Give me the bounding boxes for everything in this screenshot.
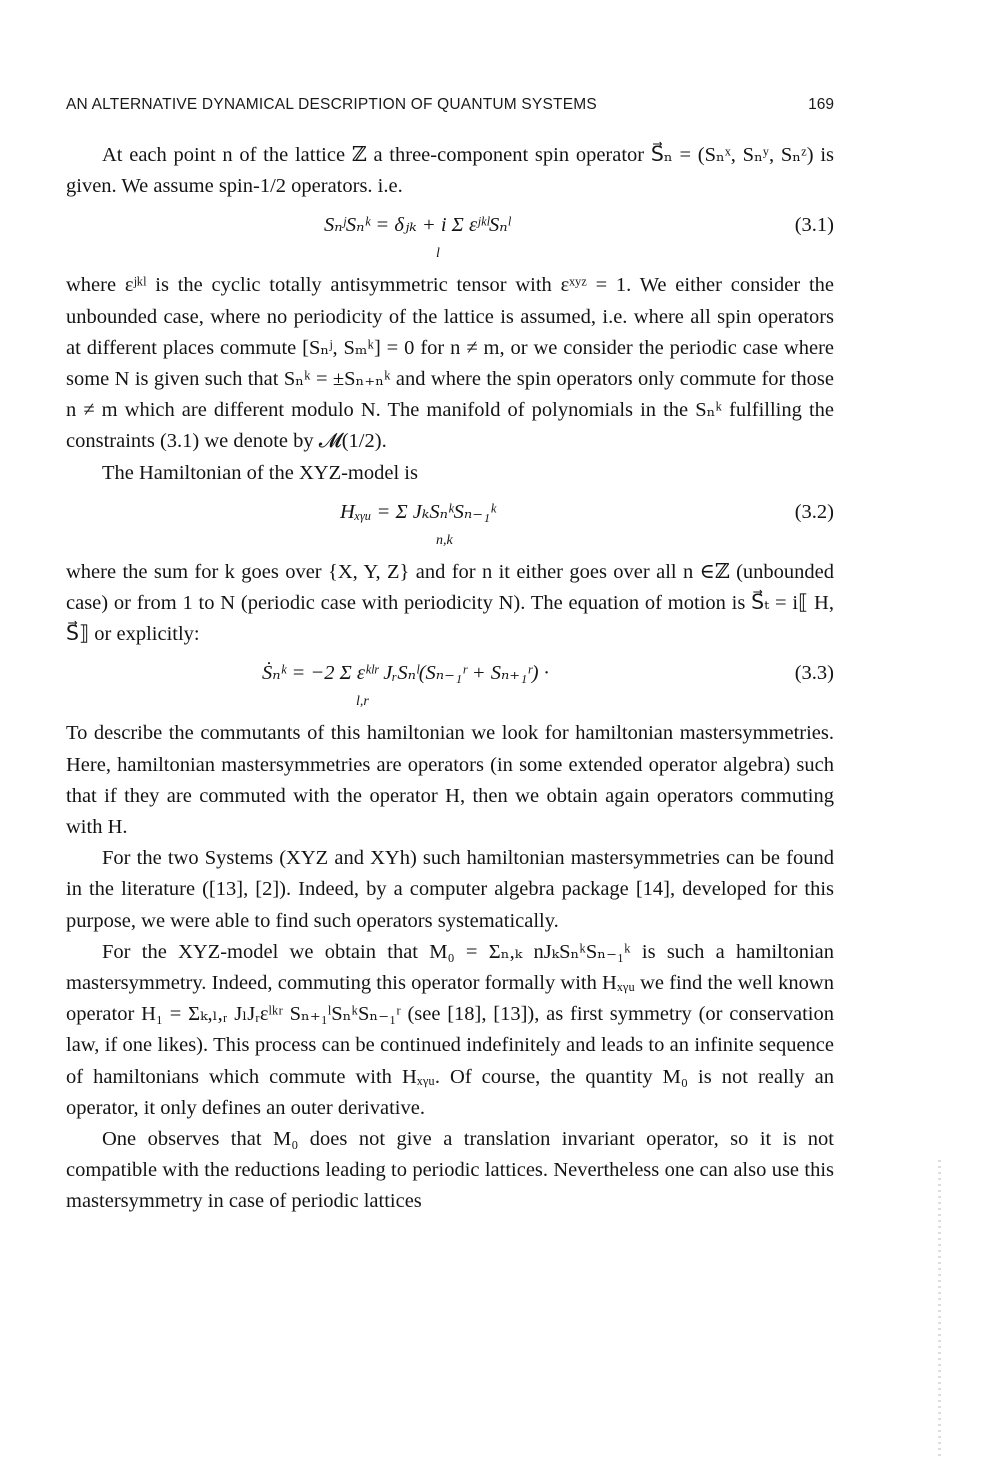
sum-index: l,r [356, 694, 369, 710]
paragraph-xyz-model: For the XYZ-model we obtain that M₀ = Σₙ,ₖ nJₖSₙᵏSₙ₋₁ᵏ is such a hamiltonian mastersymmetry. Indeed, commuting this operator formally with Hₓᵧᵤ we find the well known operator H₁ = Σₖ,ₗ,ᵣ JₗJᵣεˡᵏʳ Sₙ₊₁ˡSₙᵏSₙ₋₁ʳ (see [18], [13]), as first symmetry (or conservation law, if one likes). This process can be continued indefinitely and leads to an infinite sequence of hamiltonians which commute with Hₓᵧᵤ. Of course, the quantity M₀ is not really an operator, it only defines an outer derivative. [66, 940, 834, 1119]
paragraph-literature: For the two Systems (XYZ and XYh) such hamiltonian mastersymmetries can be found in the literature ([13], [2]). Indeed, by a computer algebra package [14], developed for this purpose, we were able to find such operators systematically. [66, 847, 834, 932]
paragraph-spin-operators: At each point n of the lattice ℤ a three-component spin operator S⃗ₙ = (Sₙˣ, Sₙʸ, Sₙᶻ) is given. We assume spin-1/2 operators. i.e. [66, 144, 834, 198]
equation-3-2 [66, 491, 834, 553]
equation-number: (3.1) [794, 214, 834, 237]
sum-index: l [436, 246, 440, 262]
sum-index: n,k [436, 532, 453, 548]
equation-expression: SₙʲSₙᵏ = δⱼₖ + i Σ εʲᵏˡSₙˡ [324, 214, 511, 237]
paragraph-tensor-definition: where εʲᵏˡ is the cyclic totally antisymmetric tensor with εˣʸᶻ = 1. We either consider the unbounded case, where no periodicity of the lattice is assumed, i.e. where all spin operators at different places commute [Sₙʲ, Sₘᵏ] = 0 for n ≠ m, or we consider the periodic case where some N is given such that Sₙᵏ = ±Sₙ₊ₙᵏ and where the spin operators only commute for those n ≠ m which are different modulo N. The manifold of polynomials in the Sₙᵏ fulfilling the constraints (3.1) we denote by 𝓜(1/2). [66, 274, 834, 453]
equation-expression: Hₓᵧᵤ = Σ JₖSₙᵏSₙ₋₁ᵏ [340, 500, 496, 523]
paragraph-mastersymmetries: To describe the commutants of this hamiltonian we look for hamiltonian mastersymmetries. Here, hamiltonian mastersymmetries are operators (in some extended operator algebra) such that if they are commuted with the operator H, then we obtain again operators commuting with H. [66, 722, 834, 839]
equation-3-1 [66, 204, 834, 266]
equation-number: (3.3) [794, 662, 834, 685]
page-header [66, 96, 834, 120]
page-number: 169 [808, 96, 834, 113]
paragraph-hamiltonian-intro: The Hamiltonian of the XYZ-model is [102, 461, 418, 484]
equation-number: (3.2) [794, 500, 834, 523]
equation-expression: Ṡₙᵏ = −2 Σ εᵏˡʳ JᵣSₙˡ(Sₙ₋₁ʳ + Sₙ₊₁ʳ) · [262, 662, 549, 685]
scan-edge-artifact [938, 1160, 941, 1460]
running-head: AN ALTERNATIVE DYNAMICAL DESCRIPTION OF QUANTUM SYSTEMS [66, 96, 597, 113]
body-text [66, 140, 834, 1218]
paragraph-sum-range: where the sum for k goes over {X, Y, Z} and for n it either goes over all n ∈ℤ (unbounded case) or from 1 to N (periodic case with periodicity N). The equation of motion is S⃗ₜ = i⟦ H, S⃗⟧ or explicitly: [66, 560, 834, 646]
equation-3-3 [66, 652, 834, 714]
paragraph-translation-invariance: One observes that M₀ does not give a translation invariant operator, so it is not compatible with the reductions leading to periodic lattices. Nevertheless one can also use this mastersymmetry in case of periodic lattices [66, 1128, 834, 1213]
